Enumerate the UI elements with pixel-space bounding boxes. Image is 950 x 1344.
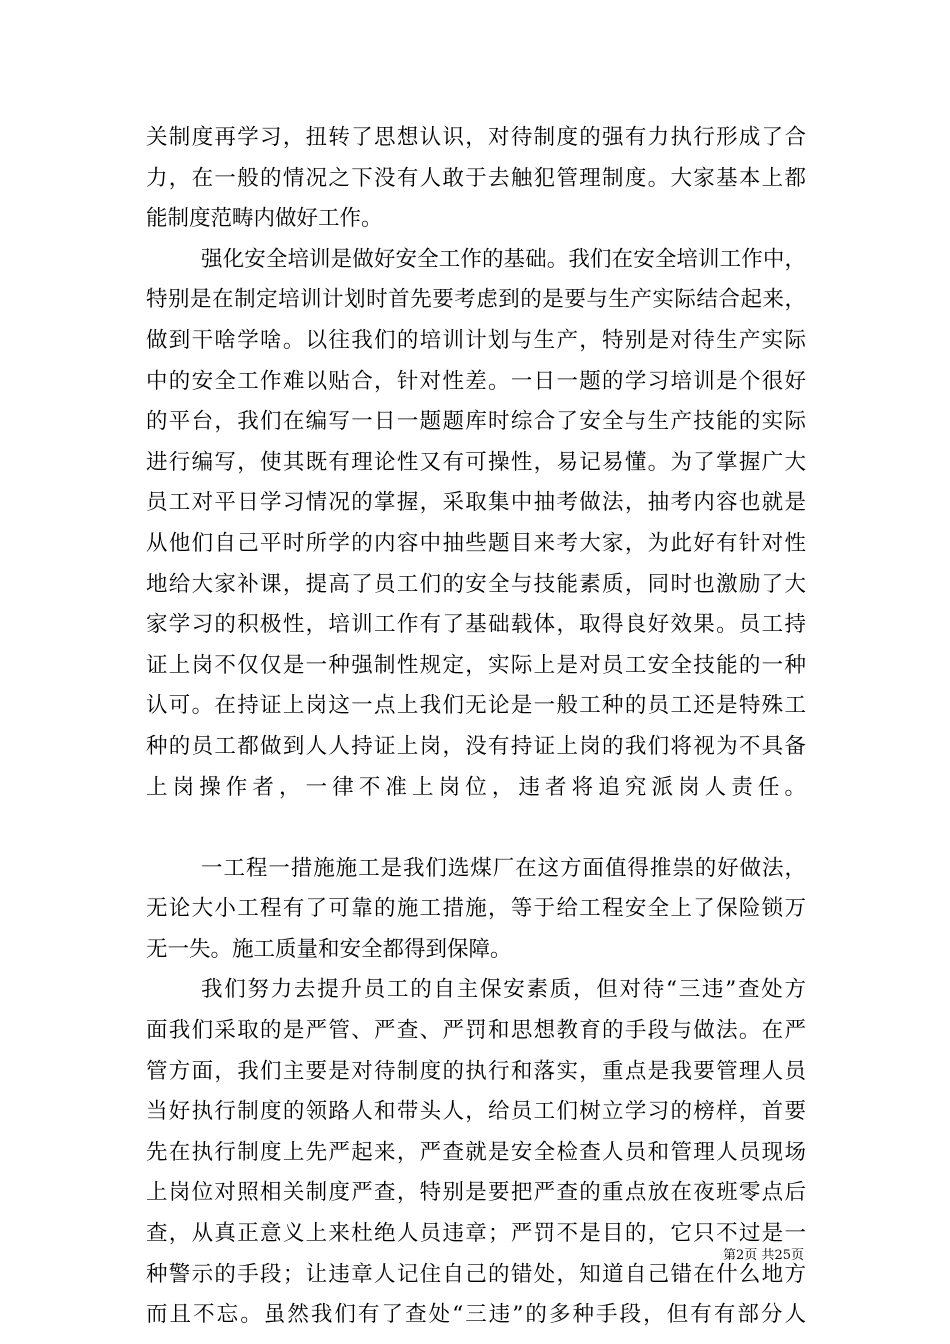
text-line: 一工程一措施施工是我们选煤厂在这方面值得推祟的好做法， (201, 855, 806, 881)
text-line: 的平台，我们在编写一日一题题库时综合了安全与生产技能的实际 (146, 409, 806, 435)
text-line: 关制度再学习，扭转了思想认识，对待制度的强有力执行形成了合 (146, 125, 806, 150)
paragraph-1 (146, 118, 806, 240)
text-line: 家学习的积极性，培训工作有了基础载体，取得良好效果。员工持 (146, 612, 806, 638)
text-line: 管方面，我们主要是对待制度的执行和落实，重点是我要管理人员 (146, 1058, 806, 1084)
text-line: 而且不忘。虽然我们有了查处“三违”的多种手段，但有有部分人 (146, 1302, 806, 1328)
text-line: 地给大家补课，提高了员工们的安全与技能素质，同时也激励了大 (146, 571, 806, 597)
text-line: 种的员工都做到人人持证上岗，没有持证上岗的我们将视为不具备 (146, 733, 806, 759)
text-line: 无论大小工程有了可靠的施工措施，等于给工程安全上了保险锁万 (146, 896, 806, 922)
text-line: 种警示的手段；让违章人记住自己的错处，知道自己错在什么地方 (146, 1261, 806, 1287)
page-number-footer (723, 1247, 804, 1265)
footer-suffix: 页 (790, 1248, 804, 1263)
text-line: 面我们采取的是严管、严查、严罚和思想教育的手段与做法。在严 (146, 1018, 806, 1044)
text-line: 员工对平日学习情况的掌握，采取集中抽考做法，抽考内容也就是 (146, 490, 806, 516)
text-line: 进行编写，使其既有理论性又有可操性，易记易懂。为了掌握广大 (146, 449, 806, 475)
text-line (146, 808, 806, 849)
body-text (146, 118, 806, 1336)
paragraph-4 (146, 970, 806, 1335)
current-page-number: 2 (736, 1248, 745, 1263)
text-line: 上岗操作者，一律不准上岗位，违者将追究派岗人责任。 (146, 774, 806, 800)
text-line: 强化安全培训是做好安全工作的基础。我们在安全培训工作中， (201, 246, 806, 272)
text-line: 能制度范畴内做好工作。 (146, 206, 383, 232)
text-line: 上岗位对照相关制度严查，特别是要把严查的重点放在夜班零点后 (146, 1180, 806, 1206)
text-line: 做到干啥学啥。以往我们的培训计划与生产，特别是对待生产实际 (146, 327, 806, 353)
footer-prefix: 第 (723, 1248, 737, 1263)
text-line: 先在执行制度上先严起来，严查就是安全检查人员和管理人员现场 (146, 1139, 806, 1165)
text-line: 查，从真正意义上来杜绝人员违章；严罚不是目的，它只不过是一 (146, 1221, 806, 1247)
text-line: 从他们自己平时所学的内容中抽些题目来考大家，为此好有针对性 (146, 530, 806, 556)
text-line: 认可。在持证上岗这一点上我们无论是一般工种的员工还是特殊工 (146, 693, 806, 719)
paragraph-2 (146, 240, 806, 849)
text-line: 我们努力去提升员工的自主保安素质，但对待“三违”查处方 (201, 977, 806, 1003)
text-line: 特别是在制定培训计划时首先要考虑到的是要与生产实际结合起来， (146, 287, 806, 313)
total-page-count: 25 (774, 1248, 791, 1263)
text-line: 中的安全工作难以贴合，针对性差。一日一题的学习培训是个很好 (146, 368, 806, 394)
text-line: 力，在一般的情况之下没有人敢于去触犯管理制度。大家基本上都 (146, 165, 806, 191)
text-line: 当好执行制度的领路人和带头人，给员工们树立学习的榜样，首要 (146, 1099, 806, 1125)
text-line: 无一失。施工质量和安全都得到保障。 (146, 936, 512, 962)
text-line: 证上岗不仅仅是一种强制性规定，实际上是对员工安全技能的一种 (146, 652, 806, 678)
footer-middle: 页 共 (744, 1248, 775, 1263)
paragraph-3 (146, 849, 806, 971)
